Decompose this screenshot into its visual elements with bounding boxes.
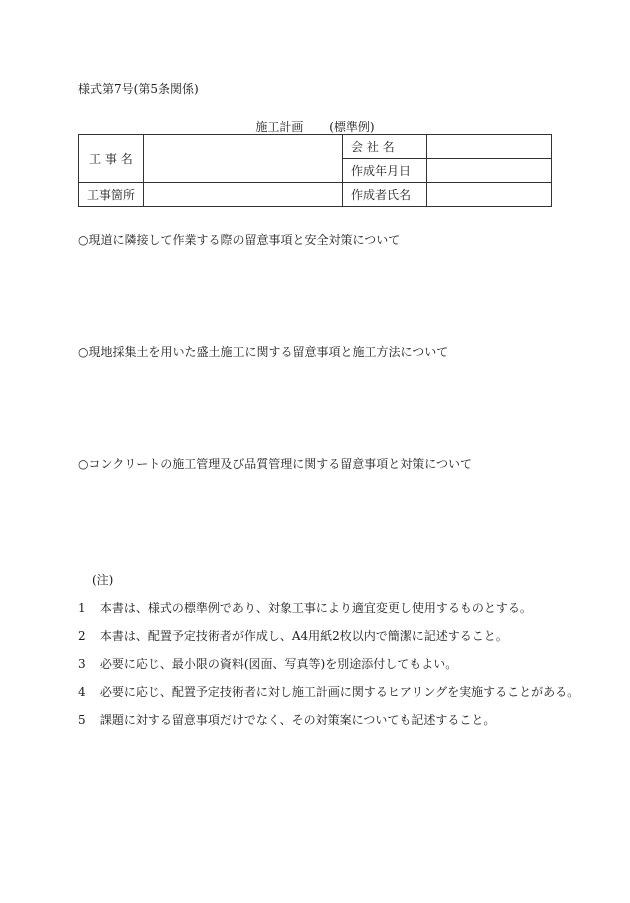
title-main: 施工計画 bbox=[255, 120, 304, 134]
company-name-label: 会 社 名 bbox=[343, 135, 427, 159]
note-number: 4 bbox=[78, 685, 86, 699]
created-date-field[interactable] bbox=[427, 159, 552, 183]
section-heading-embankment: ○現地採集土を用いた盛土施工に関する留意事項と施工方法について bbox=[78, 345, 449, 359]
document-title bbox=[0, 118, 630, 135]
note-text: 課題に対する留意事項だけでなく、その対策案についても記述すること。 bbox=[99, 713, 496, 727]
author-name-field[interactable] bbox=[427, 183, 552, 207]
note-text: 本書は、配置予定技術者が作成し、A4用紙2枚以内で簡潔に記述すること。 bbox=[99, 629, 508, 643]
section-heading-safety: ○現道に隣接して作業する際の留意事項と安全対策について bbox=[78, 233, 401, 247]
project-name-label: 工 事 名 bbox=[79, 135, 144, 183]
company-name-field[interactable] bbox=[427, 135, 552, 159]
title-sub: (標準例) bbox=[329, 120, 375, 134]
note-number: 5 bbox=[78, 713, 86, 727]
note-item bbox=[78, 711, 495, 728]
note-item bbox=[78, 627, 508, 644]
note-number: 3 bbox=[78, 657, 86, 671]
note-number: 1 bbox=[78, 601, 86, 615]
note-text: 必要に応じ、配置予定技術者に対し施工計画に関するヒアリングを実施することがある。 bbox=[99, 685, 580, 699]
note-text: 必要に応じ、最小限の資料(図面、写真等)を別途添付してもよい。 bbox=[99, 657, 458, 671]
notes-heading: (注) bbox=[92, 573, 114, 587]
project-location-label: 工事箇所 bbox=[79, 183, 144, 207]
form-number: 様式第7号(第5条関係) bbox=[78, 82, 199, 96]
section-heading-concrete: ○コンクリートの施工管理及び品質管理に関する留意事項と対策について bbox=[78, 457, 472, 471]
project-location-field[interactable] bbox=[144, 183, 343, 207]
note-item bbox=[78, 599, 532, 616]
info-table bbox=[78, 134, 552, 207]
created-date-label: 作成年月日 bbox=[343, 159, 427, 183]
project-name-field[interactable] bbox=[144, 135, 343, 183]
note-item bbox=[78, 683, 579, 700]
note-number: 2 bbox=[78, 629, 86, 643]
note-text: 本書は、様式の標準例であり、対象工事により適宜変更し使用するものとする。 bbox=[99, 601, 532, 615]
author-name-label: 作成者氏名 bbox=[343, 183, 427, 207]
note-item bbox=[78, 655, 457, 672]
